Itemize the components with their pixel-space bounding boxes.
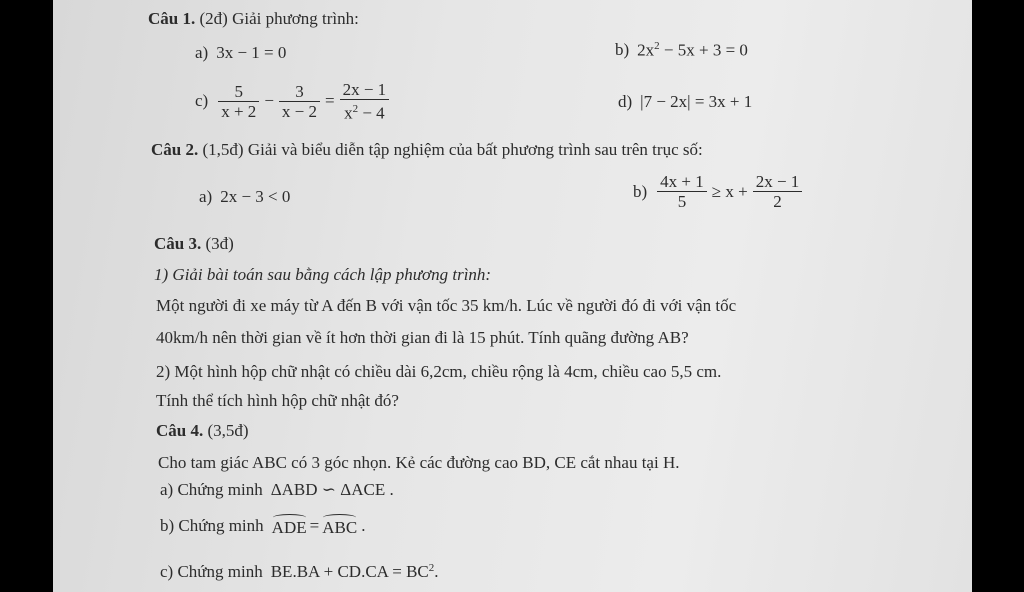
cau4-c-sup: 2 [428, 562, 435, 574]
cau1-c [195, 80, 391, 123]
cau1-b-expr [637, 40, 748, 61]
cau2-heading-line [151, 140, 703, 160]
cau1-c-f3-den-post: − 4 [358, 103, 385, 123]
cau4-b-angle-1: ADE [272, 514, 307, 538]
cau2-b-f1-num: 4x + 1 [657, 172, 707, 192]
cau1-c-f2-num: 3 [279, 82, 320, 102]
cau4-a-expr: ΔABD ∽ ΔACE . [270, 480, 394, 499]
cau4-a [160, 480, 394, 500]
cau4-a-label: a) Chứng minh [160, 480, 263, 499]
cau3-part2-line2: Tính thể tích hình hộp chữ nhật đó? [156, 391, 399, 410]
cau4-points: (3,5đ) [207, 421, 249, 440]
cau3-heading-line [154, 234, 234, 254]
cau1-b-label: b) [615, 40, 630, 60]
cau4-c [160, 562, 439, 582]
cau4-intro: Cho tam giác ABC có 3 góc nhọn. Kẻ các đường cao BD, CE cắt nhau tại H. [158, 453, 680, 472]
cau4-c-expr: BE.BA + CD.CA = BC [270, 562, 429, 581]
cau2-b-label: b) [633, 181, 648, 201]
cau1-a [195, 43, 286, 63]
cau2-b-f2-den: 2 [773, 192, 782, 211]
cau2-a-expr: 2x − 3 < 0 [220, 187, 291, 206]
cau3-part1-line2: 40km/h nên thời gian về ít hơn thời gian đi là 15 phút. Tính quãng đường AB? [156, 328, 689, 347]
cau2-a [199, 187, 290, 207]
cau1-c-fraction-1 [218, 82, 259, 121]
cau2-points: (1,5đ) [202, 140, 244, 159]
cau1-b-expr-pre: 2x [637, 40, 655, 60]
cau3-part1-line1: Một người đi xe máy từ A đến B với vận tốc 35 km/h. Lúc về người đó đi với vận tốc [156, 296, 737, 315]
cau2-b-f1-den: 5 [677, 192, 687, 211]
cau1-c-equals: = [325, 91, 335, 111]
cau1-b [615, 40, 748, 61]
cau1-c-f1-den: x + 2 [221, 101, 257, 121]
exam-paper [53, 0, 972, 592]
cau1-c-f1-num: 5 [218, 82, 259, 102]
cau1-c-fraction-3 [340, 80, 390, 123]
cau1-prompt: Giải phương trình: [232, 9, 359, 28]
cau1-c-label: c) [195, 91, 209, 111]
cau2-prompt: Giải và biểu diễn tập nghiệm của bất phương trình sau trên trục số: [247, 140, 703, 159]
cau1-d-expr: |7 − 2x| = 3x + 1 [640, 92, 753, 111]
cau1-d-label: d) [618, 92, 633, 111]
cau1-c-f3-den-sup: 2 [352, 103, 359, 115]
cau1-heading-line [148, 9, 359, 29]
cau1-c-f3-den-pre: x [344, 103, 353, 123]
cau4-b-equals: = [309, 516, 320, 535]
cau3-points: (3đ) [205, 234, 234, 253]
cau4-heading-line [156, 421, 249, 441]
cau1-d [618, 92, 752, 112]
cau1-b-expr-post: − 5x + 3 = 0 [659, 40, 748, 60]
cau1-c-f2-den: x − 2 [281, 101, 317, 121]
cau1-heading: Câu 1. [148, 9, 196, 28]
cau1-a-expr: 3x − 1 = 0 [216, 43, 287, 62]
cau4-b-label: b) Chứng minh [160, 516, 264, 535]
cau1-c-f3-den [340, 100, 390, 123]
cau2-b-fraction-2 [753, 172, 803, 211]
cau4-b-angle-2: ABC [322, 514, 357, 538]
cau1-points: (2đ) [199, 9, 228, 28]
cau1-c-fraction-2 [279, 82, 320, 121]
cau4-c-end: . [434, 562, 439, 581]
cau1-b-sup: 2 [654, 40, 660, 52]
cau2-heading: Câu 2. [151, 140, 199, 159]
cau1-a-label: a) [195, 43, 209, 62]
cau1-c-f3-num: 2x − 1 [340, 80, 390, 100]
cau1-c-minus: − [264, 91, 274, 111]
cau2-b [633, 172, 804, 211]
cau4-b [160, 514, 365, 538]
cau3-part1-title: 1) Giải bài toán sau bằng cách lập phương trình: [154, 265, 492, 284]
cau2-a-label: a) [199, 187, 213, 206]
cau2-b-mid: ≥ x + [711, 181, 748, 201]
cau2-b-fraction-1 [657, 172, 707, 211]
cau2-b-f2-num: 2x − 1 [753, 172, 803, 192]
cau4-b-end: . [361, 516, 366, 535]
cau3-part2-line1: 2) Một hình hộp chữ nhật có chiều dài 6,2cm, chiều rộng là 4cm, chiều cao 5,5 cm. [156, 362, 722, 381]
cau4-c-label: c) Chứng minh [160, 562, 263, 581]
cau3-heading: Câu 3. [154, 234, 202, 253]
cau4-heading: Câu 4. [156, 421, 204, 440]
